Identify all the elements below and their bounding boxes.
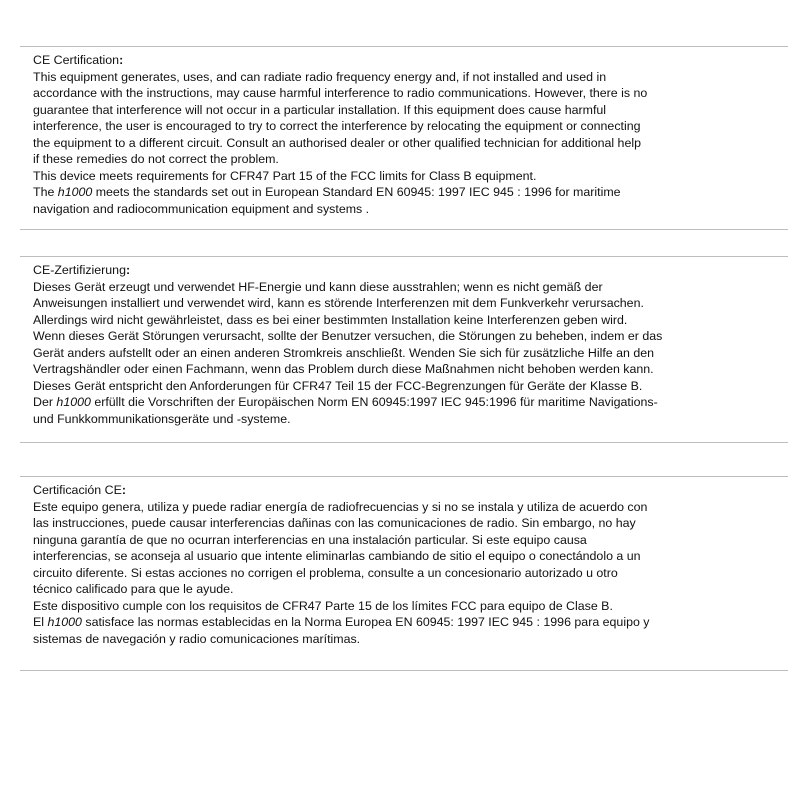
body-line: accordance with the instructions, may cause harmful interference to radio communications. However, there is no	[33, 86, 648, 100]
body-line: técnico calificado para que le ayude.	[33, 582, 234, 596]
section-body	[33, 499, 788, 648]
certification-section-spanish	[20, 476, 788, 671]
product-name: h1000	[47, 615, 82, 629]
body-line: sistemas de navegación y radio comunicaciones marítimas.	[33, 631, 361, 646]
body-line: Este dispositivo cumple con los requisitos de CFR47 Parte 15 de los límites FCC para equipo de Clase B.	[33, 598, 613, 613]
section-body	[33, 279, 788, 428]
product-name: h1000	[56, 395, 91, 409]
body-line: Dieses Gerät erzeugt und verwendet HF-Energie und kann diese ausstrahlen; wenn es nicht gemäß der	[33, 279, 603, 294]
certification-section-german	[20, 256, 788, 443]
body-line: Wenn dieses Gerät Störungen verursacht, sollte der Benutzer versuchen, die Störungen zu beheben, indem er das	[33, 329, 663, 343]
body-line: guarantee that interference will not occur in a particular installation. If this equipment does cause harmful	[33, 102, 607, 117]
product-name: h1000	[57, 185, 93, 199]
body-line: Dieses Gerät entspricht den Anforderungen für CFR47 Teil 15 der FCC-Begrenzungen für Geräte der Klasse B.	[33, 378, 643, 393]
brand-line: Der h1000 erfüllt die Vorschriften der Europäischen Norm EN 60945:1997 IEC 945:1996 für maritime Navigations-	[33, 395, 658, 409]
body-line: interferencias, se aconseja al usuario que intente eliminarlas cambiando de sitio el equipo o conectándolo a un	[33, 549, 641, 563]
body-line: Vertragshändler oder einen Fachmann, wenn das Problem durch diese Maßnahmen nicht behoben werden kann.	[33, 362, 654, 376]
body-line: ninguna garantía de que no ocurran interferencias en una instalación particular. Si este equipo causa	[33, 532, 587, 547]
body-line: interference, the user is encouraged to try to correct the interference by relocating the equipment or connecting	[33, 119, 641, 133]
body-line: the equipment to a different circuit. Consult an authorised dealer or other qualified technician for additional help	[33, 135, 641, 150]
body-line: las instrucciones, puede causar interferencias dañinas con las comunicaciones de radio. Sin embargo, no hay	[33, 516, 636, 530]
body-line: circuito diferente. Si estas acciones no corrigen el problema, consulte a un concesionario autorizado u otro	[33, 565, 618, 580]
brand-line: The h1000 meets the standards set out in European Standard EN 60945: 1997 IEC 945 : 1996 for maritime	[33, 185, 621, 199]
body-line: Anweisungen installiert und verwendet wird, kann es störende Interferenzen mit dem Funkverkehr verursachen.	[33, 296, 644, 310]
body-line: und Funkkommunikationsgeräte und -systeme.	[33, 411, 291, 426]
section-heading: CE Certification:	[33, 53, 124, 67]
section-heading: Certificación CE:	[33, 483, 126, 497]
certification-section-english	[20, 46, 788, 230]
body-line: if these remedies do not correct the problem.	[33, 152, 279, 166]
body-line: This equipment generates, uses, and can radiate radio frequency energy and, if not installed and used in	[33, 69, 607, 84]
body-line: This device meets requirements for CFR47 Part 15 of the FCC limits for Class B equipment.	[33, 168, 537, 183]
section-heading: CE-Zertifizierung:	[33, 263, 131, 277]
body-line: navigation and radiocommunication equipment and systems .	[33, 201, 370, 216]
body-line: Allerdings wird nicht gewährleistet, dass es bei einer bestimmten Installation keine Interferenzen geben wird.	[33, 312, 628, 327]
body-line: Gerät anders aufstellt oder an einen anderen Stromkreis anschließt. Wenden Sie sich für zusätzliche Hilfe an den	[33, 345, 655, 360]
section-body	[33, 69, 788, 218]
body-line: Este equipo genera, utiliza y puede radiar energía de radiofrecuencias y si no se instala y utiliza de acuerdo con	[33, 499, 648, 514]
brand-line: El h1000 satisface las normas establecidas en la Norma Europea EN 60945: 1997 IEC 945 : 1996 para equipo y	[33, 615, 650, 629]
